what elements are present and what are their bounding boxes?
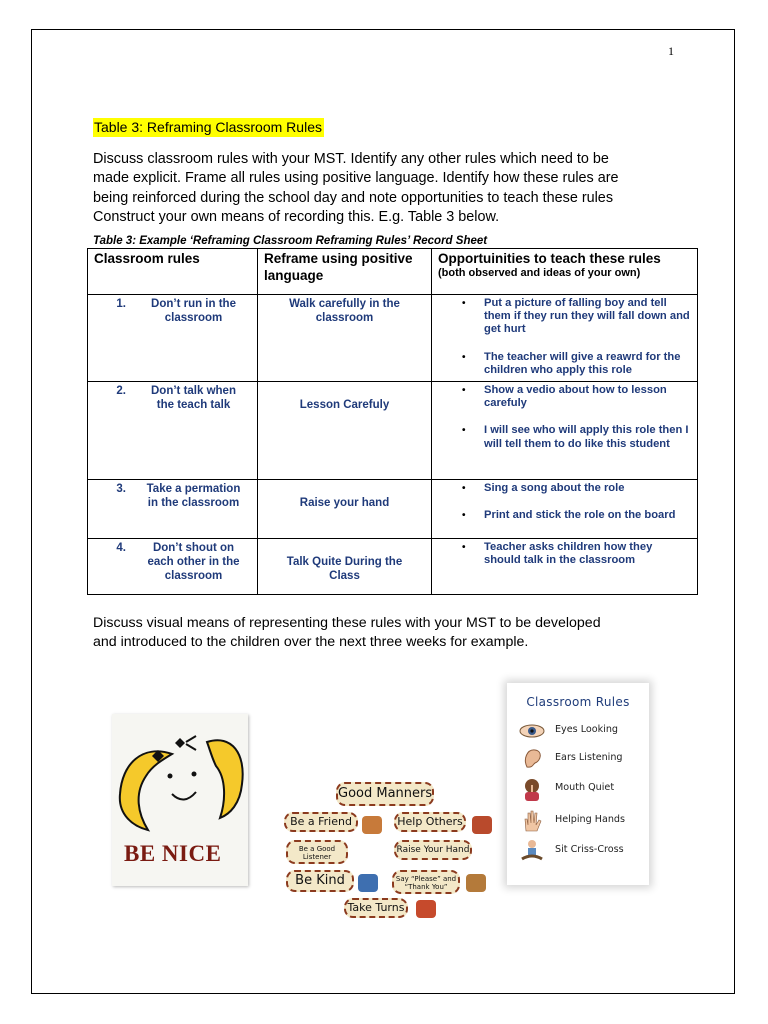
intro-line: Discuss classroom rules with your MST. Identify any other rules which need to be <box>93 151 609 167</box>
reframe-cell <box>258 480 432 539</box>
rules-chart-label: Sit Criss-Cross <box>555 844 624 855</box>
rule-cell <box>88 480 258 539</box>
cartoon-decoration <box>358 874 378 892</box>
rules-chart-label: Helping Hands <box>555 814 626 825</box>
opportunity-item: • Sing a song about the role <box>456 482 691 495</box>
header-classroom-rules: Classroom rules <box>88 249 258 295</box>
opportunity-item: • Print and stick the role on the board <box>456 509 691 522</box>
header-opportunities-sub: (both observed and ideas of your own) <box>438 267 641 279</box>
rule-text: Take a permation <box>146 483 241 495</box>
classroom-rules-chart <box>507 683 649 885</box>
rules-table <box>87 248 698 595</box>
good-manners-title-sign: Good Manners <box>336 782 434 806</box>
reframe-text: Raise your hand <box>299 497 390 509</box>
opportunity-item: • I will see who will apply this role then I will tell them to do like this student <box>456 424 691 450</box>
rule-number: 3. <box>116 483 126 495</box>
opportunities-cell <box>432 539 698 595</box>
opportunities-cell <box>432 295 698 382</box>
reframe-cell <box>258 382 432 480</box>
rules-chart-label: Ears Listening <box>555 752 623 763</box>
intro-line: being reinforced during the school day and note opportunities to teach these rules <box>93 189 614 206</box>
table-row <box>88 382 698 480</box>
rule-text: each other in the <box>147 556 240 568</box>
page-number: 1 <box>668 44 674 58</box>
rules-chart-row <box>517 839 642 863</box>
cartoon-decoration <box>362 816 382 834</box>
reframe-text: classroom <box>315 312 374 324</box>
reframe-cell <box>258 539 432 595</box>
intro-line: Construct your own means of recording this. E.g. Table 3 below. <box>93 209 500 226</box>
rule-number: 2. <box>116 385 126 397</box>
rules-chart-row <box>517 719 642 743</box>
header-opportunities <box>432 249 698 295</box>
manner-sign: Be a Good Listener <box>286 840 348 864</box>
rules-chart-label: Eyes Looking <box>555 724 618 735</box>
closing-paragraph <box>93 614 683 653</box>
cartoon-decoration <box>472 816 492 834</box>
be-nice-poster <box>112 714 248 886</box>
opportunity-item: • Teacher asks children how they should talk in the classroom <box>456 541 691 567</box>
opportunities-cell <box>432 382 698 480</box>
table-caption: Table 3: Example ‘Reframing Classroom Reframing Rules’ Record Sheet <box>93 235 488 247</box>
rule-text: in the classroom <box>147 497 240 509</box>
reframe-text: Talk Quite During the <box>286 556 403 568</box>
header-reframe: Reframe using positive language <box>258 249 432 295</box>
child-sitting-icon <box>519 839 545 863</box>
table-row <box>88 295 698 382</box>
opportunity-item: • Put a picture of falling boy and tell them if they run they will fall down and get hurt <box>456 297 691 337</box>
child-quiet-icon <box>519 777 545 801</box>
reframe-cell <box>258 295 432 382</box>
rule-number: 4. <box>116 542 126 554</box>
rules-chart-row <box>517 747 642 771</box>
cartoon-decoration <box>416 900 436 918</box>
rule-cell <box>88 539 258 595</box>
manner-sign: Raise Your Hand <box>394 840 472 860</box>
document-title: Table 3: Reframing Classroom Rules <box>94 119 322 135</box>
cartoon-decoration <box>466 874 486 892</box>
rule-text: Don’t shout on <box>152 542 235 554</box>
table-row <box>88 480 698 539</box>
girl-face-drawing <box>112 714 248 839</box>
manner-sign: Take Turns <box>344 898 408 918</box>
rules-chart-row <box>517 809 642 833</box>
rules-chart-row <box>517 777 642 801</box>
rule-cell <box>88 382 258 480</box>
manner-sign: Say “Please” and “Thank You” <box>392 870 460 894</box>
closing-line: and introduced to the children over the next three weeks for example. <box>93 634 529 651</box>
rule-text: the teach talk <box>156 399 231 411</box>
rule-text: Don’t talk when <box>151 385 236 397</box>
opportunities-cell <box>432 480 698 539</box>
be-nice-headline: BE NICE <box>124 841 222 866</box>
rule-number: 1. <box>116 298 126 310</box>
reframe-text: Lesson Carefuly <box>299 399 390 411</box>
intro-paragraph <box>93 150 673 228</box>
reframe-text: Walk carefully in the <box>289 298 400 310</box>
manner-sign: Help Others <box>394 812 466 832</box>
manner-sign: Be Kind <box>286 870 354 892</box>
rule-text: classroom <box>164 570 223 582</box>
rule-text: Don’t run in the <box>151 298 236 310</box>
rules-chart-label: Mouth Quiet <box>555 782 615 793</box>
reframe-text: Class <box>329 570 360 582</box>
ear-icon <box>519 747 545 771</box>
header-opportunities-title: Opportuinities to teach these rules <box>438 251 661 266</box>
hand-icon <box>519 809 545 833</box>
table-header-row <box>88 249 698 295</box>
rule-text: classroom <box>164 312 223 324</box>
eye-icon <box>519 719 545 743</box>
closing-line: Discuss visual means of representing these rules with your MST to be developed <box>93 615 601 631</box>
opportunity-item: • Show a vedio about how to lesson carefuly <box>456 384 691 410</box>
manner-sign: Be a Friend <box>284 812 358 832</box>
rules-chart-title: Classroom Rules <box>526 695 630 709</box>
rule-cell <box>88 295 258 382</box>
good-manners-signs <box>278 772 493 924</box>
intro-line: made explicit. Frame all rules using positive language. Identify how these rules are <box>93 170 619 187</box>
opportunity-item: • The teacher will give a reawrd for the children who apply this role <box>456 351 691 377</box>
table-row <box>88 539 698 595</box>
